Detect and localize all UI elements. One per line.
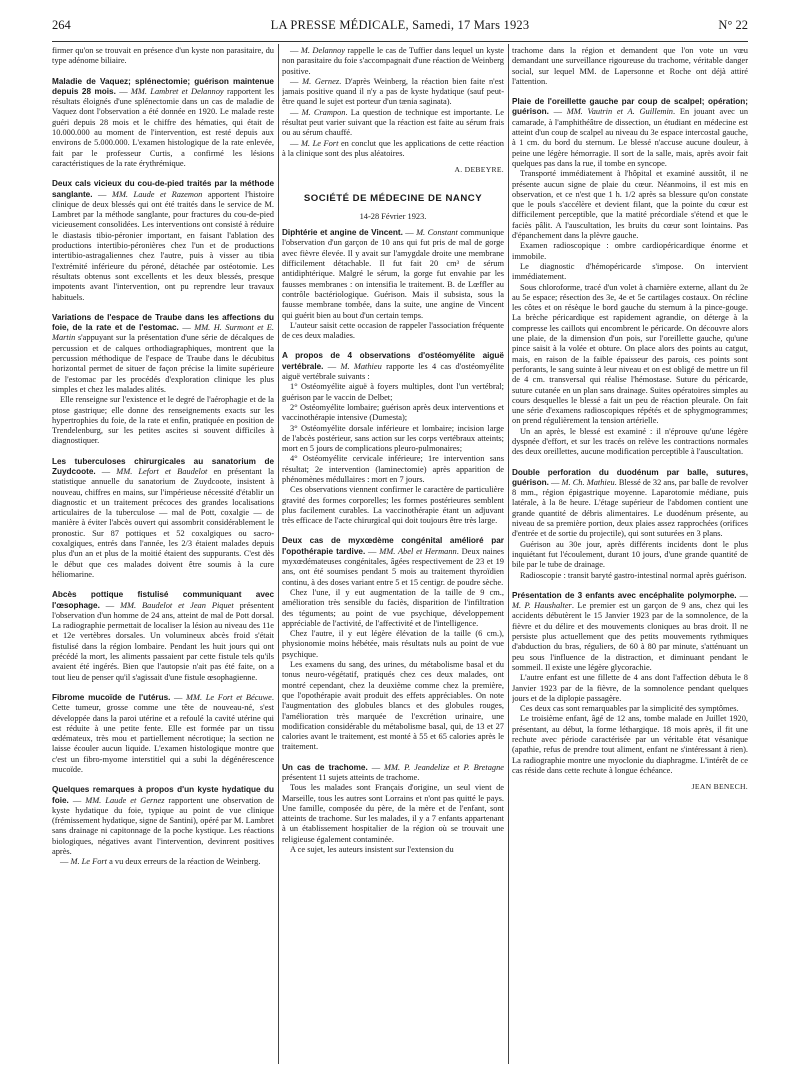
article-authors: M. Delannoy	[300, 46, 345, 55]
article-authors: MM. Lambret et Delannoy	[130, 86, 224, 96]
article-encephalite: Présentation de 3 enfants avec encéphalite polymorphe. — M. P. Haushalter. Le premier est un garçon de 9 ans, chez qui les accidents débutèrent le 15 Janvier 1923 par de la somnolence, de la fièvre et du délire et des mouvements cloniques au bras droit. Il ne persiste plus actuellement que des petits mouvements rythmiques d'abduction du bras, réguliers, de 60 à 80 par minute, s'atténuant un peu sous l'influence de la distraction, et diminuant pendant le sommeil. Il existe une légère glycorachie.	[512, 590, 748, 672]
discussion-paragraph: — M. Crampon. La question de technique est importante. Le résultat peut varier suivant que la réaction est faite au sérum frais ou au sérum chauffé.	[282, 107, 504, 138]
paragraph: firmer qu'on se trouvait en présence d'un kyste non parasitaire, du type adénome biliaire.	[52, 46, 274, 66]
article-authors: M. Mathieu	[340, 361, 382, 371]
article-espace-traube: Variations de l'espace de Traube dans les affections du foie, de la rate et de l'estomac. — MM. H. Surmont et E. Martin s'appuyant sur la présentation d'une série de décalques de percussion et de calques orthodiagraphiques, montrent que la percussion méthodique de l'espace de Traube dans le décubitus horizontal permet de situer de façon précise la limite supérieure de l'estomac par les procédés d'exploration clinique les plus simples et chez les malades alités.	[52, 312, 274, 394]
article-text: communique l'observation d'un garçon de 10 ans qui fut pris de mal de gorge avec fièvre élevée. Il y avait sur l'amygdale droite une membrane difficilement détachable. Il fut fait 20 cm³ de sérum antidiphtérique. Malgré le sérum, la gorge fut envahie par les fausses membranes : on intensifia le traitement. B. de Lœffler au contrôle bactériologique. Guérison. Mais il subsista, sous la fausse membrane tombée, dans la suite, une angine de Vincent qui guérit bien au bout d'un certain temps.	[282, 228, 504, 320]
paragraph: Tous les malades sont Français d'origine, un seul vient de Marseille, tous les autres sont Lorrains et n'ont pas quitté le pays. Une famille, composée du père, de la mère et de l'enfant, sont atteints de trachome. Sur les malades, il y a 7 enfants appartenant à un établissement hospitalier de la région où se trouvait une religieuse également contaminée.	[282, 783, 504, 844]
article-authors: M. Le Fort	[300, 138, 339, 148]
paragraph: L'auteur saisit cette occasion de rappeler l'association fréquente de ces deux maladies.	[282, 320, 504, 341]
paragraph: Sous chloroforme, tracé d'un volet à charnière externe, allant du 2e au 5e espace; résection des 3e, 4e et 5e cartilages costaux. On récline les côtes et on résèque le bord gauche du sternum à la pince-gouge. La brèche péricardique est rapidement agrandie, on déterge à la compresse les caillots qui encombrent le péricarde. On découvre alors une plaie, de la dimension d'un pois, sur l'oreillette gauche, qu'une pince saisit à la volée et obture. On place alors des points au catgut, mais, en raison de la faible épaisseur des parois, ces points sont perforants, le sang suinte à leur niveau et on est obligé de mettre un fil de 4 cm. transversal qui réalise l'hémostase. Suture du péricarde, suture cutanée en un plan sans drainage. Suites opératoires simples au cours desquelles le blessé a fait un peu de réaction pleurale. On fait une série d'examens radioscopiques répétés et de sphygmogrammes; on prend régulièrement la tension artérielle.	[512, 282, 748, 426]
section-heading: SOCIÉTÉ DE MÉDECINE DE NANCY	[303, 192, 483, 204]
article-title: Maladie de Vaquez; splénectomie; guérison maintenue depuis 28 mois.	[52, 76, 274, 96]
article-cals-vicieux: Deux cals vicieux du cou-de-pied traités par la méthode sanglante. — MM. Laude et Razemon apportent l'histoire clinique de deux blessés qui ont été traités dans le service de M. Lambret par la méthode sanglante, pour fractures du cou-de-pied vicieusement consolidées. Les interventions ont consisté à réduire le diastasis tibio-péronier important, en faisant l'ablation des productions intertibio-péronières chez l'un et de productions intertibio-astragaliennes chez l'autre, puis à visser au tibia l'extrémité inférieure du péroné, détachée par ostéotomie. Les résultats obtenus sont excellents et les deux blessés, presque impotents avant l'intervention, ont pu reprendre leur travaux habituels.	[52, 179, 274, 302]
article-authors: MM. Lefort et Baudelot	[116, 466, 208, 476]
article-authors: MM. Le Fort et Bécuwe	[186, 692, 272, 702]
article-title: Quelques remarques à propos d'un kyste hydatique du foie.	[52, 785, 274, 805]
article-trachome: Un cas de trachome. — MM. P. Jeandelize et P. Bretagne présentent 11 sujets atteints de trachome.	[282, 762, 504, 782]
article-text: rappelle le cas de Tuffier dans lequel un kyste non parasitaire du foie s'accompagnait d'une réaction de Weinberg positive.	[282, 46, 504, 76]
column-divider	[508, 44, 509, 1064]
paragraph: Elle renseigne sur l'existence et le degré de l'aérophagie et de la ptose gastrique; elle donne des renseignements exacts sur les hypertrophies du foie, de la rate et enfin, pratiquée en position de Trendelenburg, sur les petites ascites si souvent difficiles à diagnostiquer.	[52, 395, 274, 446]
signature: A. DEBEYRE.	[454, 165, 504, 175]
article-authors: MM. Laude et Razemon	[111, 189, 203, 199]
article-fibrome: Fibrome mucoïde de l'utérus. — MM. Le Fort et Bécuwe. Cette tumeur, grosse comme une tête de nouveau-né, s'est développée dans la paroi utérine et a refoulé la cavité utérine qui est réduite à une petite fente. Elle est formée par un tissu œdémateux, très mou et partiellement nécrotique; la section ne laisse écouler aucun liquide. L'examen histologique montre que c'est un fibro-myome interstitiel qui a subi la dégénérescence mucoïde.	[52, 692, 274, 774]
paragraph: Radioscopie : transit baryté gastro-intestinal normal après guérison.	[520, 570, 747, 580]
article-text: rapporte les 4 cas d'ostéomyélite aiguë vertébrale suivants :	[282, 361, 504, 382]
issue-number: N° 22	[718, 18, 748, 32]
article-text: . Deux naines myxœdémateuses congénitales, âgées respectivement de 23 et 19 ans, ont été soumises pendant 5 mois au traitement thyroïdien continu, à des doses variant entre 5 et 15 centigr. de poudre sèche.	[282, 546, 504, 587]
journal-title: LA PRESSE MÉDICALE, Samedi, 17 Mars 1923	[270, 18, 530, 32]
article-title: Présentation de 3 enfants avec encéphalite polymorphe.	[512, 590, 737, 600]
article-title: Plaie de l'oreillette gauche par coup de scalpel; opération; guérison.	[512, 97, 748, 117]
list-item: 1° Ostéomyélite aiguë à foyers multiples, dont l'un vertébral; guérison par le vaccin de Delbet;	[282, 382, 504, 402]
article-authors: MM. H. Surmont et E. Martin	[52, 323, 274, 343]
discussion-paragraph: — M. Delannoy rappelle le cas de Tuffier dans lequel un kyste non parasitaire du foie s'accompagnait d'une réaction de Weinberg positive.	[282, 46, 504, 76]
article-text: . Cette tumeur, grosse comme une tête de nouveau-né, s'est développée dans la paroi utérine et a refoulé la cavité utérine qui est réduite à une petite fente. Elle est formée par un tissu œdémateux, très mou et partiellement nécrotique; la section ne laisse écouler aucun liquide. L'examen histologique montre que c'est un fibro-myome interstitiel qui a subi la dégénérescence mucoïde.	[52, 692, 274, 774]
article-text: apportent l'histoire clinique de deux blessés qui ont été traités dans le service de M. Lambret par la méthode sanglante, pour fractures du cou-de-pied vicieusement consolidées. Les interventions ont consisté à réduire le diastasis tibio-péronier important, en faisant l'ablation des productions intertibio-péronières chez l'un et de productions intertibio-astragaliennes chez l'autre, puis à visser au tibia l'extrémité inférieure du péroné, détachée par ostéotomie. Les résultats obtenus sont excellents et les deux blessés, presque impotents avant l'intervention, ont pu reprendre leur travaux habituels.	[52, 189, 274, 302]
paragraph: L'autre enfant est une fillette de 4 ans dont l'affection débuta le 8 Janvier 1923 par de la fièvre, de la somnolence pendant quelques jours et de la diplopie passagère.	[512, 673, 748, 703]
discussion-paragraph: — M. Gernez. D'après Weinberg, la réaction bien faite n'est jamais positive quand il n'y a pas de kyste hydatique (sauf peut-être quand le sujet est porteur d'un tænia saginata).	[282, 76, 504, 107]
paragraph: Les examens du sang, des urines, du métabolisme basal et du tonus neuro-végétatif, pratiqués chez ces deux malades, ont montré cependant, chez la deuxième comme chez la première, que l'opothérapie avait produit des effets appréciables. On note l'augmentation des globules blancs et des globules rouges, l'amélioration très marquée de l'excrétion urinaire, une modification considérable du métabolisme basal, qui, de 13 et 27 calories avant le traitement, est monté à 55 et 65 calories après le traitement.	[282, 660, 504, 752]
article-authors: M. Crampon	[301, 107, 346, 117]
article-authors: MM. Abel et Hermann	[379, 546, 457, 556]
page-header	[52, 6, 748, 34]
article-text: présentent l'observation d'un homme de 24 ans, atteint de mal de Pott dorsal. La radiographie permettait de localiser la lésion au niveau des 11e et 12e vertèbres dorsales. Un volumineux abcès froid s'était fistulisé dans la région lombaire. Pendant les huit jours qui ont précédé la mort, les aliments passaient par cette fistule tels qu'ils avaient été ingérés. Bien que l'autopsie n'ait pas été faite, on a tout lieu de penser qu'il s'agissait d'une fistule œsophagienne.	[52, 600, 274, 682]
article-authors: MM. Vautrin et A. Guillemin	[566, 107, 673, 117]
article-authors: MM. Laude et Gernez	[85, 795, 165, 805]
paragraph: Transporté immédiatement à l'hôpital et examiné aussitôt, il ne présente aucun signe de plaie du cœur. Néanmoins, il est mis en observation, et ce n'est que 1 h. 1/2 après sa blessure qu'on constate que le pouls s'accélère et devient filant, que la pointe du cœur est difficilement perceptible, que la matité précordiale s'étend et que le faciès pâlit. A l'auscultation, les bruits du cœur sont lointains. Pas d'épanchement dans la plèvre gauche.	[512, 169, 748, 241]
article-text: . D'après Weinberg, la réaction bien faite n'est jamais positive quand il n'y a pas de kyste hydatique (sauf peut-être quand le sujet est porteur d'un tænia saginata).	[282, 76, 504, 107]
article-title: Un cas de trachome.	[282, 762, 368, 772]
list-item: 2° Ostéomyélite lombaire; guérison après deux interventions et vaccinothérapie intensive (Dumesta);	[282, 402, 504, 423]
article-text: en conclut que les applications de cette réaction à la clinique sont des plus aléatoires.	[282, 138, 504, 158]
paragraph: Le diagnostic d'hémopéricarde s'impose. On intervient immédiatement.	[512, 261, 748, 282]
column-3	[512, 46, 748, 1066]
paragraph: A ce sujet, les auteurs insistent sur l'extension du	[290, 845, 454, 855]
article-text: en présentant la statistique annuelle du sanatorium de Zuydcoote, insistent à nouveau, chiffres en mains, sur l'impérieuse nécessité d'établir un diagnostic et un traitement précoces des grandes localisations articulaires de la tuberculose — mal de Pott, coxalgie — de manière à éviter l'abcès ouvert qui assombrit considérablement le pronostic. Sur 87 pottiques et 52 coxalgiques ou sacro-coxalgiques, entrés dans l'année, les 2/3 étaient malades depuis plus d'un an et plus de la moitié étaient des suppurants. C'est dès le début que ces malades doivent être soumis à la cure héliomarine.	[52, 466, 274, 579]
article-title: Deux cals vicieux du cou-de-pied traités par la méthode sanglante.	[52, 179, 274, 199]
paragraph: Le troisième enfant, âgé de 12 ans, tombe malade en Juillet 1920, présentant, au début, la forme léthargique. 18 mois après, il fit une rechute avec période caractérisée par un véritable état vésanique (apathie, refus de prendre tout aliment, enfant ne s'intéressant à rien). La radiographie montre une myoclonie du diaphragme. L'intérêt de ce cas réside dans cette rechute à longue échéance.	[512, 714, 748, 775]
article-title: Abcès pottique fistulisé communiquant avec l'œsophage.	[52, 590, 274, 610]
list-item: 4° Ostéomyélite cervicale inférieure; 1re intervention sans résultat; 2e intervention (laminectomie) après apparition de phénomènes médullaires : mort en 7 jours.	[282, 454, 504, 484]
paragraph: Examen radioscopique : ombre cardiopéricardique énorme et immobile.	[512, 241, 748, 261]
article-text: rapportent une observation de kyste hydatique du foie, typique au point de vue clinique (frémissement hydatique, signe de Santini), opéré par M. Lambret sans drainage ni capitonnage de la poche kystique. Les réactions biologiques, négatives avant l'intervention, devinrent positives après.	[52, 795, 274, 857]
article-myxoedeme: Deux cas de myxœdème congénital amélioré par l'opothérapie tardive. — MM. Abel et Hermann. Deux naines myxœdémateuses congénitales, âgées respectivement de 23 et 19 ans, ont été soumises pendant 5 mois au traitement thyroïdien continu, à des doses variant entre 5 et 15 centigr. de poudre sèche.	[282, 536, 504, 587]
article-authors: M. Ch. Mathieu	[561, 477, 615, 487]
discussion-paragraph: — M. Le Fort a vu deux erreurs de la réaction de Weinberg.	[60, 857, 261, 867]
column-divider	[278, 44, 279, 1064]
article-authors: M. Le Fort	[70, 857, 107, 867]
list-item: 3° Ostéomyélite dorsale inférieure et lombaire; incision large de l'abcès postérieur, sans action sur les corps vertébraux atteints; mort en 5 jours de complications pleuro-pulmonaires;	[282, 423, 504, 454]
article-text: . Le premier est un garçon de 9 ans, chez qui les accidents débutèrent le 15 Janvier 1923 par de la somnolence, de la fièvre et du délire et des mouvements cloniques au bras droit. Il ne persiste plus actuellement que des petits mouvements rythmiques d'abduction du bras, réguliers, de 60 à 80 par minute, s'atténuant un peu sous l'influence de la distraction, et diminuant pendant le sommeil. Il existe une légère glycorachie.	[512, 601, 748, 672]
column-2	[282, 46, 504, 1066]
paragraph: Un an après, le blessé est examiné : il n'éprouve qu'une légère dyspnée d'effort, et sur les tracés on relève les contractions normales des deux oreillettes, aucune modification perceptible à l'auscultation.	[512, 426, 748, 457]
paragraph: Ces deux cas sont remarquables par la simplicité des symptômes.	[520, 704, 739, 714]
article-text: s'appuyant sur la présentation d'une série de décalques de percussion et de calques orthodiagraphiques, montrent que la percussion méthodique de l'espace de Traube dans le décubitus horizontal permet de situer de façon précise la limite supérieure de l'estomac par les procédés d'exploration clinique les plus simples et chez les malades alités.	[52, 333, 274, 394]
article-authors: MM. Baudelot et Jean Piquet	[120, 600, 234, 610]
article-title: Variations de l'espace de Traube dans les affections du foie, de la rate et de l'estomac.	[52, 312, 274, 333]
paragraph: trachome dans la région et demandent que l'on vote un vœu demandant une surveillance rigoureuse du trachome, véritable danger social, sur lequel MM. de Lapersonne et Roche ont déjà attiré l'attention.	[512, 46, 748, 86]
article-text: . La question de technique est importante. Le résultat peut varier suivant que la réaction est faite au sérum frais ou au sérum chauffé.	[282, 107, 504, 138]
article-perforation-duodenum: Double perforation du duodénum par balle, sutures, guérison. — M. Ch. Mathieu. Blessé de 32 ans, par balle de revolver 8 mm., région épigastrique moyenne. Laparotomie médiane, puis latérale, à la 8e heure. L'étage supérieur de l'abdomen contient une grande quantité de débris alimentaires. Le duodénum présente, au niveau de sa première portion, deux plaies assez rapprochées (orifices d'entrée et de sortie du projectile), qui sont suturées en 3 plans.	[512, 467, 748, 539]
article-authors: M. P. Haushalter	[512, 601, 572, 611]
article-plaie-oreillette: Plaie de l'oreillette gauche par coup de scalpel; opération; guérison. — MM. Vautrin et A. Guillemin. En jouant avec un camarade, à l'amphithéâtre de dissection, un étudiant en médecine est atteint d'un coup de scalpel au niveau du 3e espace intercostal gauche, à 1 cm. du bord du sternum. Le blessé n'accuse aucune douleur, à peine une légère hémorragie. Il sort de la salle, mais, après avoir fait quelques pas dans la rue, il tombe en syncope.	[512, 97, 748, 168]
paragraph: Guérison au 30e jour, après différents incidents dont le plus inquiétant fut l'écoulement, durant 10 jours, d'une grande quantité de bile par le tube de drainage.	[512, 539, 748, 570]
article-text: rapportent les résultats éloignés d'une splénectomie dans un cas de maladie de Vaquez dont l'observation a été donnée en 1920. Le malade reste guéri depuis 28 mois et le chiffre des hématies, qui était de 10.000.000 au moment de l'intervention, est resté depuis aux environs de 5.000.000. L'examen histologique de la rate enlevée, fait par le professeur Curtis, a confirmé les lésions caractéristiques de la rate érythrémique.	[52, 86, 274, 168]
article-authors: M. Constant	[416, 228, 458, 238]
column-1	[52, 46, 274, 1066]
discussion-paragraph: — M. Le Fort en conclut que les applications de cette réaction à la clinique sont des plus aléatoires.	[282, 138, 504, 158]
session-date: 14-28 Février 1923.	[359, 211, 427, 221]
header-rule	[52, 41, 748, 42]
article-title: A propos de 4 observations d'ostéomyélite aiguë vertébrale.	[282, 351, 504, 371]
article-title: Fibrome mucoïde de l'utérus.	[52, 692, 171, 702]
article-kyste-hydatique: Quelques remarques à propos d'un kyste hydatique du foie. — MM. Laude et Gernez rapportent une observation de kyste hydatique du foie, typique au point de vue clinique (frémissement hydatique, signe de Santini), opéré par M. Lambret sans drainage ni capitonnage de la poche kystique. Les réactions biologiques, négatives avant l'intervention, devinrent positives après.	[52, 785, 274, 857]
article-maladie-vaquez: Maladie de Vaquez; splénectomie; guérison maintenue depuis 28 mois. — MM. Lambret et Delannoy rapportent les résultats éloignés d'une splénectomie dans un cas de maladie de Vaquez dont l'observation a été donnée en 1920. Le malade reste guéri depuis 28 mois et le chiffre des hématies, qui était de 10.000.000 au moment de l'intervention, est resté depuis aux environs de 5.000.000. L'examen histologique de la rate enlevée, fait par le professeur Curtis, a confirmé les lésions caractéristiques de la rate érythrémique.	[52, 76, 274, 168]
article-tuberculoses: Les tuberculoses chirurgicales au sanatorium de Zuydcoote. — MM. Lefort et Baudelot en présentant la statistique annuelle du sanatorium de Zuydcoote, insistent à nouveau, chiffres en mains, sur l'impérieuse nécessité d'établir un diagnostic et un traitement précoces des grandes localisations articulaires de la tuberculose — mal de Pott, coxalgie — de manière à éviter l'abcès ouvert qui assombrit considérablement le pronostic. Sur 87 pottiques et 52 coxalgiques ou sacro-coxalgiques, entrés dans l'année, les 2/3 étaient malades depuis plus d'un an et plus de la moitié étaient des suppurants. C'est dès le début que ces malades doivent être soumis à la cure héliomarine.	[52, 456, 274, 579]
article-title: Double perforation du duodénum par balle, sutures, guérison.	[512, 467, 748, 487]
article-text: . Blessé de 32 ans, par balle de revolver 8 mm., région épigastrique moyenne. Laparotomie médiane, puis latérale, à la 8e heure. L'étage supérieur de l'abdomen contient une grande quantité de débris alimentaires. Le duodénum présente, au niveau de sa première portion, deux plaies assez rapprochées (orifices d'entrée et de sortie du projectile), qui sont suturées en 3 plans.	[512, 477, 748, 539]
article-text: présentent 11 sujets atteints de trachome.	[282, 773, 420, 782]
page-number: 264	[52, 18, 71, 32]
paragraph: Ces observations viennent confirmer le caractère de particulière gravité des formes corporelles; les formes postérieures semblent plus facilement curables. La vaccinothérapie étant un adjuvant très efficace de l'acte chirurgical qui doit toujours être très large.	[282, 485, 504, 526]
article-title: Les tuberculoses chirurgicales au sanatorium de Zuydcoote.	[52, 456, 274, 476]
article-text: . En jouant avec un camarade, à l'amphithéâtre de dissection, un étudiant en médecine est atteint d'un coup de scalpel au niveau du 3e espace intercostal gauche, à 1 cm. du bord du sternum. Le blessé n'accuse aucune douleur, à peine une légère hémorragie. Il sort de la salle, mais, après avoir fait quelques pas dans la rue, il tombe en syncope.	[512, 107, 748, 168]
article-abces-pottique: Abcès pottique fistulisé communiquant avec l'œsophage. — MM. Baudelot et Jean Piquet présentent l'observation d'un homme de 24 ans, atteint de mal de Pott dorsal. La radiographie permettait de localiser la lésion au niveau des 11e et 12e vertèbres dorsales. Un volumineux abcès froid s'était fistulisé dans la région lombaire. Pendant les huit jours qui ont précédé la mort, les aliments passaient par cette fistule tels qu'ils avaient été ingérés. Bien que l'autopsie n'ait pas été faite, on a tout lieu de penser qu'il s'agissait d'une fistule œsophagienne.	[52, 590, 274, 682]
paragraph: Chez l'autre, il y eut légère élévation de la taille (6 cm.), physionomie moins hébétée, mais résultats nuls au point de vue psychique.	[282, 629, 504, 659]
article-diphterie: Diphtérie et angine de Vincent. — M. Constant communique l'observation d'un garçon de 10 ans qui fut pris de mal de gorge avec fièvre élevée. Il y avait sur l'amygdale droite une membrane difficilement détachable. Il fut fait 20 cm³ de sérum antidiphtérique. Malgré le sérum, la gorge fut envahie par les fausses membranes : on intensifia le traitement. B. de Lœffler au contrôle bactériologique. Guérison. Mais il subsista, sous la fausse membrane tombée, dans la suite, une angine de Vincent qui guérit bien au bout d'un certain temps.	[282, 228, 504, 320]
article-title: Diphtérie et angine de Vincent.	[282, 228, 403, 238]
article-osteomyelite: A propos de 4 observations d'ostéomyélite aiguë vertébrale. — M. Mathieu rapporte les 4 cas d'ostéomyélite aiguë vertébrale suivants :	[282, 351, 504, 382]
article-authors: MM. P. Jeandelize et P. Bretagne	[384, 762, 504, 772]
article-text: a vu deux erreurs de la réaction de Weinberg.	[109, 857, 261, 867]
article-title: Deux cas de myxœdème congénital amélioré par l'opothérapie tardive.	[282, 536, 504, 556]
article-authors: M. Gernez	[302, 76, 340, 86]
signature: JEAN BENECH.	[691, 782, 748, 792]
paragraph: Chez l'une, il y eut augmentation de la taille de 9 cm., amélioration très sensible du faciès, disparition de l'infiltration des téguments; au point de vue psychique, développement appréciable de l'activité, de l'affectivité et de l'intelligence.	[282, 587, 504, 628]
